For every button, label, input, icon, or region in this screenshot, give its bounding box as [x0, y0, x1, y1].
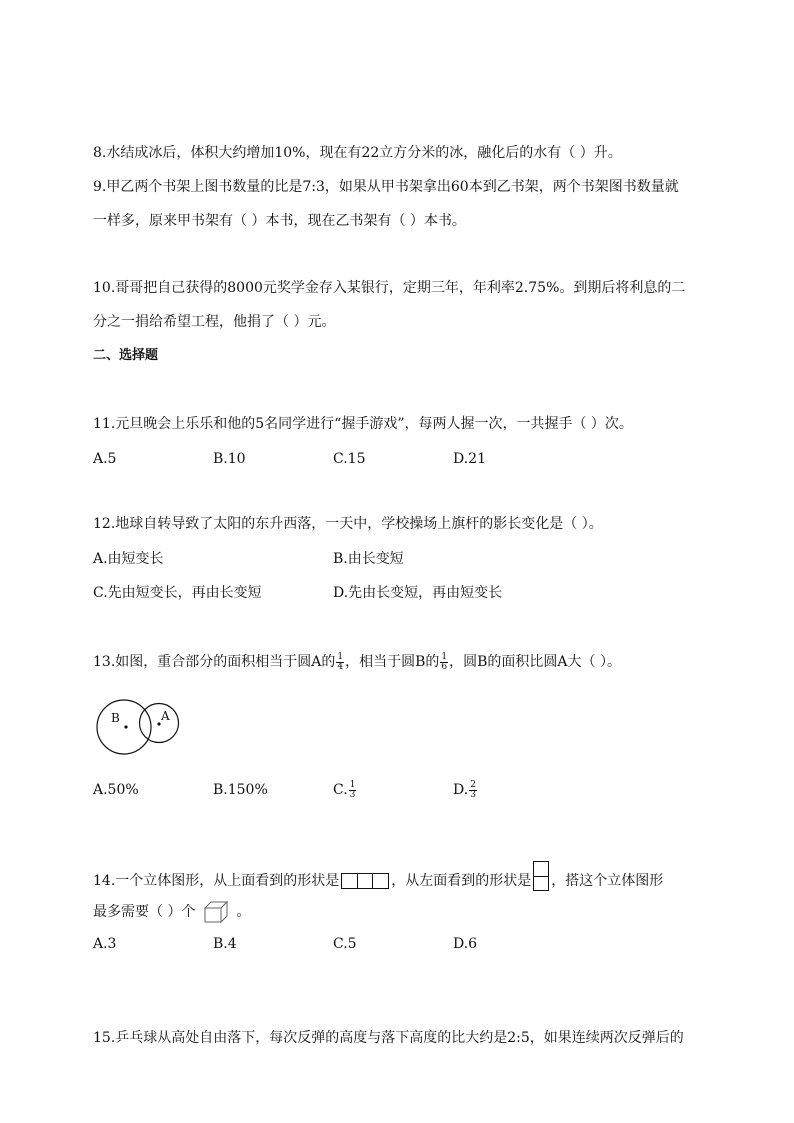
q11-option-b: B.10	[213, 451, 246, 467]
top-view-three-squares-icon	[341, 873, 389, 889]
question-8: 8.水结成冰后，体积大约增加10%，现在有22立方分米的冰，融化后的水有（ ）升。	[93, 145, 622, 161]
question-10-line-2: 分之一捐给希望工程，他捐了（ ）元。	[93, 314, 336, 330]
question-9-line-1: 9.甲乙两个书架上图书数量的比是7:3，如果从甲书架拿出60本到乙书架，两个书架图书数量就	[93, 179, 679, 195]
q13-option-a: A.50%	[93, 782, 139, 798]
circle-b	[97, 700, 151, 754]
q11-option-c: C.15	[333, 451, 366, 467]
q13-option-b: B.150%	[213, 782, 268, 798]
fraction-one-sixth: $\frac{1}{6}$	[441, 651, 448, 672]
q13-text-part-1: 13.如图，重合部分的面积相当于圆A的	[93, 654, 336, 670]
label-a: A	[161, 709, 170, 723]
question-13	[93, 652, 621, 672]
q11-option-a: A.5	[93, 451, 117, 467]
q12-option-b: B.由长变短	[333, 551, 404, 567]
q14-option-a: A.3	[93, 936, 117, 952]
q13-text-part-2: ，相当于圆B的	[345, 654, 440, 670]
circle-b-center	[124, 725, 127, 728]
q11-option-d: D.21	[453, 451, 486, 467]
fraction-two-thirds: $\frac{2}{3}$	[470, 779, 476, 800]
section-heading: 二、选择题	[93, 348, 159, 363]
q13-option-d: D. $\frac{2}{3}$	[453, 779, 476, 800]
q14-option-d: D.6	[453, 936, 478, 952]
left-view-two-squares-icon	[533, 861, 549, 891]
label-b: B	[111, 711, 120, 725]
question-15: 15.乒乓球从高处自由落下，每次反弹的高度与落下高度的比大约是2:5，如果连续两次反弹后的	[93, 1030, 684, 1046]
q12-option-c: C.先由短变长，再由长变短	[93, 585, 262, 601]
question-10-line-1: 10.哥哥把自己获得的8000元奖学金存入某银行，定期三年，年利率2.75%。到期后将利息的二	[93, 280, 686, 296]
question-12: 12.地球自转导致了太阳的东升西落，一天中，学校操场上旗杆的影长变化是（ ）。	[93, 516, 603, 532]
question-14-line-2: 最多需要（ ）个 。	[93, 900, 250, 924]
question-11: 11.元旦晚会上乐乐和他的5名同学进行“握手游戏”，每两人握一次，一共握手（ ）次。	[93, 416, 633, 432]
fraction-one-third: $\frac{1}{3}$	[349, 779, 356, 800]
cube-icon	[203, 900, 229, 924]
q14-option-c: C.5	[333, 936, 357, 952]
question-9-line-2: 一样多，原来甲书架有（ ）本书，现在乙书架有（ ）本书。	[93, 213, 466, 229]
question-14-line-1: 14.一个立体图形，从上面看到的形状是 ，从左面看到的形状是 ，搭这个立体图形	[93, 861, 663, 891]
q12-option-d: D.先由长变短，再由短变长	[333, 585, 503, 601]
q13-option-c: C. $\frac{1}{3}$	[333, 779, 356, 800]
q12-option-a: A.由短变长	[93, 551, 164, 567]
fraction-one-quarter: $\frac{1}{4}$	[337, 651, 344, 672]
q13-text-part-3: ，圆B的面积比圆A大（ ）。	[449, 654, 621, 670]
overlapping-circles-figure	[92, 695, 184, 759]
q14-option-b: B.4	[213, 936, 237, 952]
